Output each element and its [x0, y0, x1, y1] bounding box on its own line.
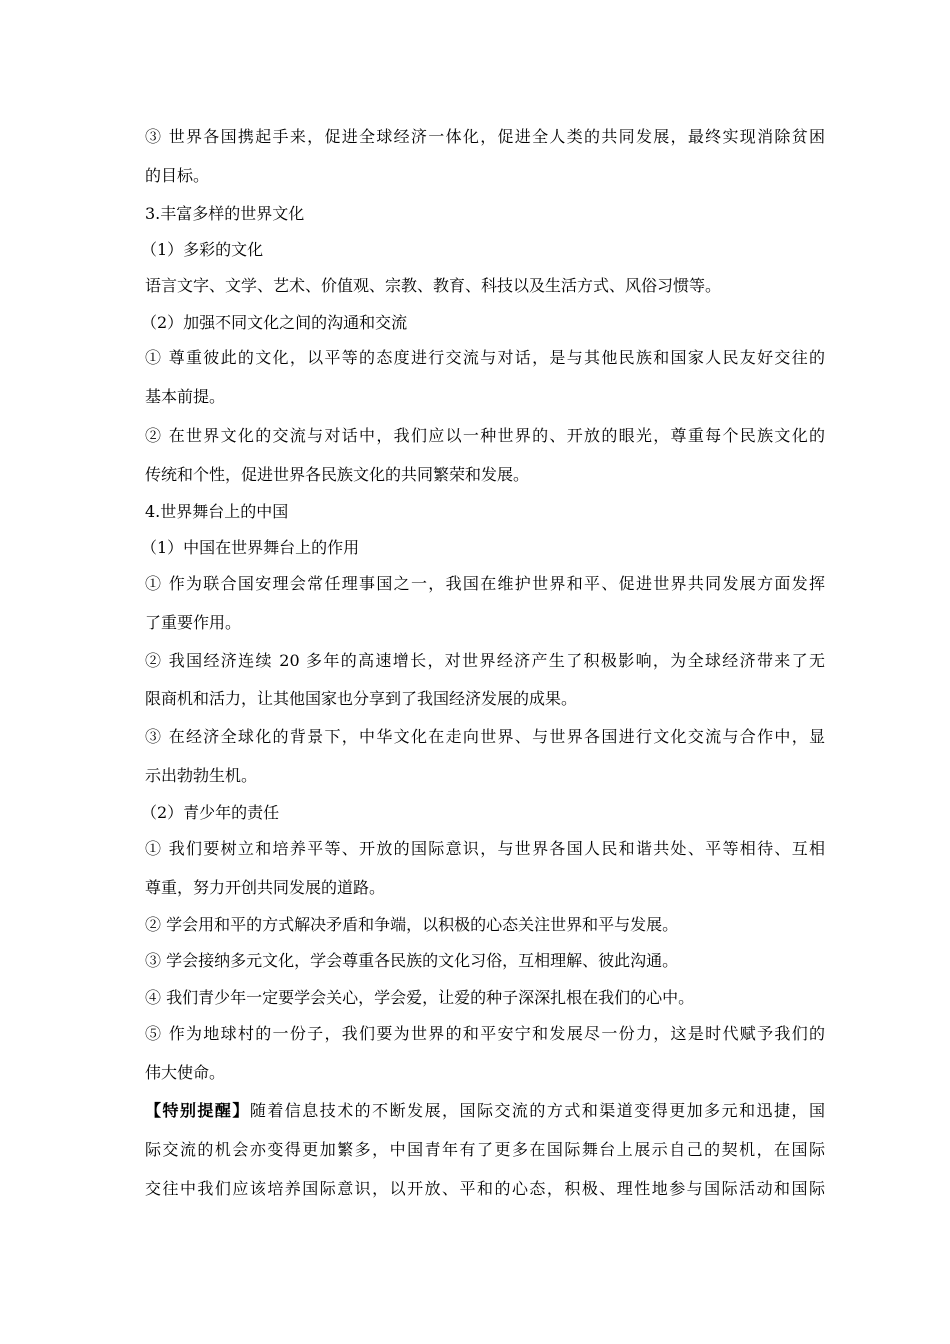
paragraph-line: 语言文字、文学、艺术、价值观、宗教、教育、科技以及生活方式、风俗习惯等。	[145, 276, 722, 295]
paragraph-line: ④ 我们青少年一定要学会关心，学会爱，让爱的种子深深扎根在我们的心中。	[145, 988, 695, 1007]
reminder-paragraph-line: 际交流的机会亦变得更加繁多，中国青年有了更多在国际舞台上展示自己的契机，在国际	[145, 1140, 825, 1159]
subsection-title: （2）青少年的责任	[141, 803, 280, 822]
paragraph-line: ② 在世界文化的交流与对话中，我们应以一种世界的、开放的眼光，尊重每个民族文化的	[145, 426, 825, 445]
paragraph-line: ① 尊重彼此的文化，以平等的态度进行交流与对话，是与其他民族和国家人民友好交往的	[145, 348, 825, 367]
paragraph-line: ① 作为联合国安理会常任理事国之一，我国在维护世界和平、促进世界共同发展方面发挥	[145, 574, 825, 593]
subsection-title: （1）多彩的文化	[141, 240, 264, 259]
reminder-label: 【特别提醒】	[145, 1101, 250, 1120]
paragraph-line: ③ 在经济全球化的背景下，中华文化在走向世界、与世界各国进行文化交流与合作中，显	[145, 727, 825, 746]
paragraph-line: 的目标。	[145, 166, 210, 185]
paragraph-line: 传统和个性，促进世界各民族文化的共同繁荣和发展。	[145, 465, 530, 484]
paragraph-line: ① 我们要树立和培养平等、开放的国际意识，与世界各国人民和谐共处、平等相待、互相	[145, 839, 825, 858]
paragraph-line: ③ 学会接纳多元文化，学会尊重各民族的文化习俗，互相理解、彼此沟通。	[145, 951, 679, 970]
paragraph-line: 限商机和活力，让其他国家也分享到了我国经济发展的成果。	[145, 689, 578, 708]
paragraph-line: 伟大使命。	[145, 1063, 226, 1082]
paragraph-line: 尊重，努力开创共同发展的道路。	[145, 878, 386, 897]
paragraph-line: 示出勃勃生机。	[145, 766, 258, 785]
section-heading: 4.世界舞台上的中国	[145, 502, 289, 521]
paragraph-line: ② 学会用和平的方式解决矛盾和争端，以积极的心态关注世界和平与发展。	[145, 915, 679, 934]
paragraph-line: ③ 世界各国携起手来，促进全球经济一体化，促进全人类的共同发展，最终实现消除贫困	[145, 127, 825, 146]
paragraph-line: 了重要作用。	[145, 613, 242, 632]
paragraph-line: 基本前提。	[145, 387, 226, 406]
paragraph-line: ② 我国经济连续 20 多年的高速增长，对世界经济产生了积极影响，为全球经济带来了无	[145, 651, 825, 670]
subsection-title: （1）中国在世界舞台上的作用	[141, 538, 360, 557]
subsection-title: （2）加强不同文化之间的沟通和交流	[141, 313, 408, 332]
reminder-paragraph-line	[145, 1101, 825, 1121]
reminder-paragraph-line: 交往中我们应该培养国际意识，以开放、平和的心态，积极、理性地参与国际活动和国际	[145, 1179, 825, 1198]
section-heading: 3.丰富多样的世界文化	[145, 204, 305, 223]
reminder-text: 随着信息技术的不断发展，国际交流的方式和渠道变得更加多元和迅捷，国	[249, 1101, 825, 1120]
paragraph-line: ⑤ 作为地球村的一份子，我们要为世界的和平安宁和发展尽一份力，这是时代赋予我们的	[145, 1024, 825, 1043]
